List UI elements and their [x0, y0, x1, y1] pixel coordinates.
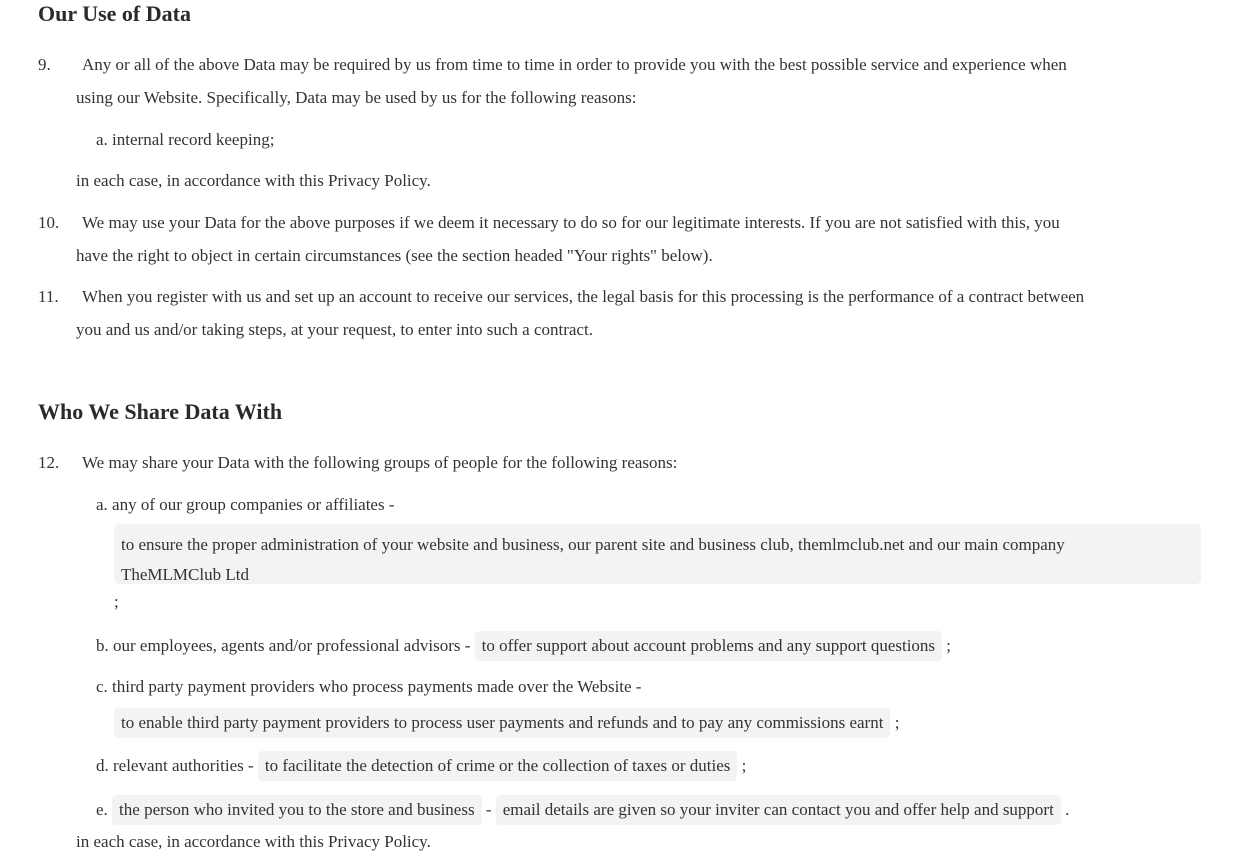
item-12-closing: in each case, in accordance with this Privacy Policy.: [76, 832, 431, 851]
item-12-a-semicolon: ;: [114, 592, 119, 611]
item-11-text-line-2: you and us and/or taking steps, at your request, to enter into such a contract.: [76, 320, 593, 339]
item-number-10: 10.: [38, 213, 60, 232]
item-12-b-row: [96, 631, 951, 661]
item-9-text-line-2: using our Website. Specifically, Data may be used by us for the following reasons:: [76, 88, 637, 107]
item-12-e-reason-2: email details are given so your inviter can contact you and offer help and support: [496, 795, 1061, 825]
item-12-c-reason: to enable third party payment providers to process user payments and refunds and to pay any commissions earnt: [114, 708, 890, 738]
section-heading-who-we-share-data-with: Who We Share Data With: [38, 399, 283, 424]
item-9-closing: in each case, in accordance with this Privacy Policy.: [76, 171, 431, 190]
item-number-9: 9.: [38, 55, 51, 74]
item-12-e-reason-1: the person who invited you to the store and business: [112, 795, 482, 825]
item-12-c-end: ;: [894, 713, 900, 732]
item-12-b-end: ;: [946, 636, 952, 655]
item-12-d-reason: to facilitate the detection of crime or the collection of taxes or duties: [258, 751, 737, 781]
item-12-text-line-1: We may share your Data with the following groups of people for the following reasons:: [82, 453, 678, 472]
item-12-d-label: d. relevant authorities -: [96, 756, 254, 775]
item-12-a-reason-box: [114, 524, 1201, 584]
item-12-d-end: ;: [741, 756, 747, 775]
item-9-sub-a: a. internal record keeping;: [96, 130, 275, 149]
item-12-a-reason-line-2: TheMLMClub Ltd: [121, 565, 249, 584]
item-12-a-reason-line-1: to ensure the proper administration of your website and business, our parent site and business club, themlmclub.net and our main company: [121, 535, 1065, 554]
item-12-e-label: e.: [96, 800, 108, 819]
item-number-11: 11.: [38, 287, 59, 306]
section-heading-our-use-of-data: Our Use of Data: [38, 1, 191, 26]
item-12-e-dash: -: [485, 800, 492, 819]
item-12-d-row: [96, 751, 746, 781]
item-11-text-line-1: When you register with us and set up an account to receive our services, the legal basis for this processing is the performance of a contract between: [82, 287, 1085, 306]
item-10-text-line-1: We may use your Data for the above purposes if we deem it necessary to do so for our legitimate interests. If you are not satisfied with this, you: [82, 213, 1060, 232]
item-12-c-label: c. third party payment providers who process payments made over the Website -: [96, 677, 642, 696]
item-10-text-line-2: have the right to object in certain circumstances (see the section headed "Your rights" below).: [76, 246, 713, 265]
item-12-a-label: a. any of our group companies or affiliates -: [96, 495, 395, 514]
item-12-e-row: [96, 795, 1069, 825]
item-12-b-label: b. our employees, agents and/or professional advisors -: [96, 636, 471, 655]
item-12-c-row: [114, 708, 899, 738]
item-9-text-line-1: Any or all of the above Data may be required by us from time to time in order to provide you with the best possible service and experience when: [82, 55, 1067, 74]
item-12-b-reason: to offer support about account problems and any support questions: [475, 631, 942, 661]
item-12-e-end: .: [1065, 800, 1070, 819]
item-number-12: 12.: [38, 453, 60, 472]
